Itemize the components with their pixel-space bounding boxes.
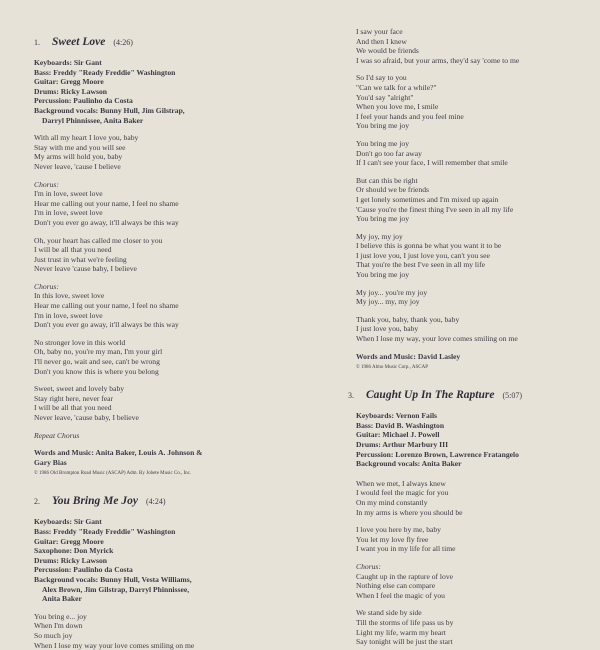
lyric-line: We stand side by side — [356, 608, 590, 618]
credit-line: Bass: Freddy "Ready Freddie" Washington — [34, 68, 330, 78]
credit-line: Anita Baker — [34, 594, 330, 604]
chorus-stanza — [34, 282, 330, 330]
credit-line: Drums: Ricky Lawson — [34, 87, 330, 97]
lyric-line: In my arms is where you should be — [356, 508, 590, 518]
lyric-line: And then I knew — [356, 37, 590, 47]
lyric-line: Never leave, 'cause I believe — [34, 162, 330, 172]
lyric-stanza — [356, 232, 590, 280]
chorus-label: Chorus: — [356, 562, 590, 572]
lyric-line: Hear me calling out your name, I feel no shame — [34, 199, 330, 209]
credit-line: Alex Brown, Jim Gilstrap, Darryl Phinnissee, — [34, 585, 330, 595]
song-title: You Bring Me Joy — [52, 495, 138, 507]
lyric-line: You bring me joy — [356, 270, 590, 280]
lyric-line: Hear me calling out your name, I feel no shame — [34, 301, 330, 311]
credit-line: Bass: David B. Washington — [356, 421, 590, 431]
lyric-line: I'm in love, sweet love — [34, 311, 330, 321]
lyric-line: On my mind constantly — [356, 498, 590, 508]
lyric-line: I was so afraid, but your arms, they'd say 'come to me — [356, 56, 590, 66]
songwriter-line: Words and Music: Anita Baker, Louis A. Johnson & — [34, 448, 330, 458]
lyric-stanza — [34, 612, 330, 650]
lyric-line: "Can we talk for a while?" — [356, 83, 590, 93]
track-number: 3. — [348, 391, 362, 400]
song-header — [34, 491, 330, 509]
lyric-line: I'll never go, wait and see, can't be wrong — [34, 357, 330, 367]
lyric-line: Never leave 'cause baby, I believe — [34, 264, 330, 274]
credit-line: Darryl Phinnissee, Anita Baker — [34, 116, 330, 126]
lyric-line: I will be all that you need — [34, 245, 330, 255]
credit-line: Background vocals: Bunny Hull, Vesta Williams, — [34, 575, 330, 585]
track-number: 2. — [34, 497, 48, 506]
lyric-line: Just trust in what we're feeling — [34, 255, 330, 265]
lyric-line: My joy, my joy — [356, 232, 590, 242]
lyric-line: I just love you, baby — [356, 324, 590, 334]
lyric-stanza — [356, 315, 590, 344]
lyric-line: My joy... my, my joy — [356, 297, 590, 307]
lyric-line: My joy... you're my joy — [356, 288, 590, 298]
lyric-stanza — [356, 525, 590, 554]
song-duration: (4:26) — [113, 38, 133, 47]
lyric-line: No stronger love in this world — [34, 338, 330, 348]
lyric-line: 'Cause you're the finest thing I've seen in all my life — [356, 205, 590, 215]
credit-line: Percussion: Lorenzo Brown, Lawrence Fratangelo — [356, 450, 590, 460]
lyric-line: You let my love fly free — [356, 535, 590, 545]
lyric-line: Don't go too far away — [356, 149, 590, 159]
songwriter-credit — [34, 448, 330, 467]
credit-line: Background vocals: Bunny Hull, Jim Gilstrap, — [34, 106, 330, 116]
lyric-line: You bring me joy — [356, 139, 590, 149]
lyric-line: Oh, your heart has called me closer to you — [34, 236, 330, 246]
credit-line: Guitar: Gregg Moore — [34, 77, 330, 87]
chorus-label: Chorus: — [34, 180, 330, 190]
credit-line: Guitar: Michael J. Powell — [356, 430, 590, 440]
lyric-line: Stay with me and you will see — [34, 143, 330, 153]
chorus-stanza — [34, 180, 330, 228]
lyric-line: When we met, I always knew — [356, 479, 590, 489]
lyric-line: That you're the best I've seen in all my life — [356, 260, 590, 270]
credit-line: Saxophone: Don Myrick — [34, 546, 330, 556]
lyric-line: Caught up in the rapture of love — [356, 572, 590, 582]
lyric-line: Don't you ever go away, it'll always be this way — [34, 218, 330, 228]
credit-line: Keyboards: Vernon Fails — [356, 411, 590, 421]
lyric-line: I want you in my life for all time — [356, 544, 590, 554]
credit-line: Percussion: Paulinho da Costa — [34, 96, 330, 106]
lyric-line: So much joy — [34, 631, 330, 641]
lyric-line: Thank you, baby, thank you, baby — [356, 315, 590, 325]
lyric-line: When I lose my way, your love comes smiling on me — [356, 334, 590, 344]
lyric-line: I will be all that you need — [34, 403, 330, 413]
song-duration: (4:24) — [146, 497, 166, 506]
credit-line: Background vocals: Anita Baker — [356, 459, 590, 469]
lyric-line: Till the storms of life pass us by — [356, 618, 590, 628]
lyric-stanza — [356, 608, 590, 646]
lyric-line: Never leave, 'cause baby, I believe — [34, 413, 330, 423]
lyric-stanza — [356, 288, 590, 307]
lyric-line: I would feel the magic for you — [356, 488, 590, 498]
lyric-line: I just love you, I just love you, can't you see — [356, 251, 590, 261]
lyric-line: Say tonight will be just the start — [356, 637, 590, 647]
lyric-line: When I'm down — [34, 621, 330, 631]
lyric-line: My arms will hold you, baby — [34, 152, 330, 162]
song-you-bring-me-joy — [34, 491, 330, 650]
lyric-stanza — [356, 73, 590, 131]
song-duration: (5:07) — [502, 391, 522, 400]
credit-line: Keyboards: Sir Gant — [34, 517, 330, 527]
repeat-chorus-note: Repeat Chorus — [34, 431, 330, 441]
song-body — [356, 411, 590, 646]
song-sweet-love — [34, 32, 330, 477]
lyric-stanza — [34, 133, 330, 171]
track-number: 1. — [34, 38, 48, 47]
credits-list — [356, 411, 590, 469]
lyric-line: I get lonely sometimes and I'm mixed up again — [356, 195, 590, 205]
copyright-notice: © 1986 Almo Music Corp., ASCAP — [356, 364, 590, 371]
lyric-line: Stay right here, never fear — [34, 394, 330, 404]
song-header — [348, 385, 590, 403]
lyric-line: If I can't see your face, I will remember that smile — [356, 158, 590, 168]
copyright-notice: © 1986 Old Brompton Road Music (ASCAP) Adm. By Jobete Music Co., Inc. — [34, 470, 330, 477]
song-title: Caught Up In The Rapture — [366, 389, 494, 401]
credits-list — [34, 58, 330, 125]
credit-line: Percussion: Paulinho da Costa — [34, 565, 330, 575]
lyric-stanza — [34, 338, 330, 376]
song-title: Sweet Love — [52, 36, 105, 48]
credit-line: Guitar: Gregg Moore — [34, 537, 330, 547]
lyric-line: Sweet, sweet and lovely baby — [34, 384, 330, 394]
lyric-stanza — [356, 479, 590, 517]
lyric-line: In this love, sweet love — [34, 291, 330, 301]
songwriter-credit: Words and Music: David Lasley — [356, 352, 590, 362]
credit-line: Keyboards: Sir Gant — [34, 58, 330, 68]
song-caught-up-in-the-rapture — [348, 385, 590, 646]
lyric-line: Light my life, warm my heart — [356, 628, 590, 638]
lyric-stanza — [34, 384, 330, 422]
chorus-label: Chorus: — [34, 282, 330, 292]
lyric-line: Nothing else can compare — [356, 581, 590, 591]
lyric-line: You bring me joy — [356, 121, 590, 131]
lyric-stanza — [356, 27, 590, 65]
lyric-line: I saw your face — [356, 27, 590, 37]
lyric-line: Don't you know this is where you belong — [34, 367, 330, 377]
lyric-line: I love you here by me, baby — [356, 525, 590, 535]
lyric-line: Or should we be friends — [356, 185, 590, 195]
credit-line: Drums: Ricky Lawson — [34, 556, 330, 566]
lyric-line: With all my heart I love you, baby — [34, 133, 330, 143]
lyric-stanza — [356, 176, 590, 224]
lyric-line: I'm in love, sweet love — [34, 208, 330, 218]
lyric-line: You'd say "alright" — [356, 93, 590, 103]
lyric-line: Don't you ever go away, it'll always be this way — [34, 320, 330, 330]
right-column — [356, 27, 590, 647]
lyric-line: When I lose my way your love comes smiling on me — [34, 641, 330, 650]
lyric-line: You bring me joy — [356, 214, 590, 224]
lyric-stanza — [356, 139, 590, 168]
lyric-line: We would be friends — [356, 46, 590, 56]
songwriter-line: Gary Bias — [34, 458, 330, 468]
lyric-line: But can this be right — [356, 176, 590, 186]
credit-line: Drums: Arthur Marbury III — [356, 440, 590, 450]
lyric-line: You bring e... joy — [34, 612, 330, 622]
lyric-line: When I feel the magic of you — [356, 591, 590, 601]
song-you-bring-me-joy-continued — [356, 27, 590, 371]
lyric-line: I'm in love, sweet love — [34, 189, 330, 199]
lyric-line: So I'd say to you — [356, 73, 590, 83]
chorus-stanza — [356, 562, 590, 600]
lyric-line: I believe this is gonna be what you want it to be — [356, 241, 590, 251]
lyric-line: When you love me, I smile — [356, 102, 590, 112]
song-header — [34, 32, 330, 50]
left-column — [34, 32, 330, 650]
lyric-line: I feel your hands and you feel mine — [356, 112, 590, 122]
lyric-stanza — [34, 236, 330, 274]
lyric-line: Oh, baby no, you're my man, I'm your girl — [34, 347, 330, 357]
credit-line: Bass: Freddy "Ready Freddie" Washington — [34, 527, 330, 537]
